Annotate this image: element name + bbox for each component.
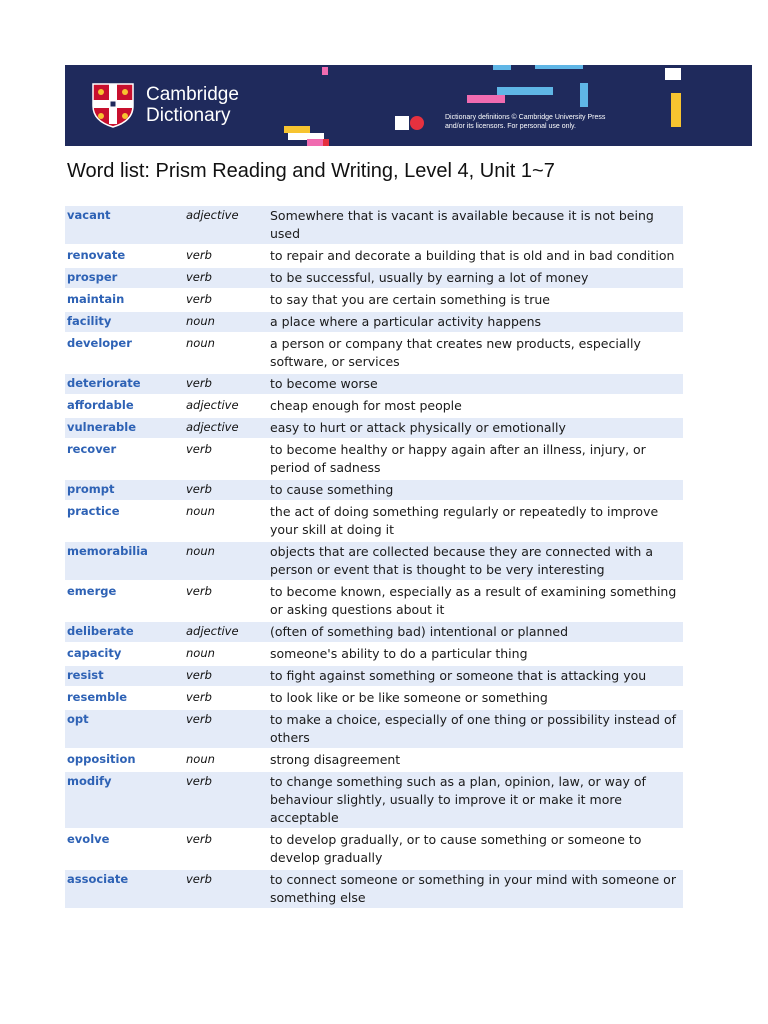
entry-definition: a person or company that creates new products, especially software, or services [268,334,683,374]
word-entry-row [65,772,683,830]
word-entry-row [65,480,683,502]
entry-word: maintain [65,290,184,312]
word-entry-row [65,246,683,268]
entry-definition: to make a choice, especially of one thing or possibility instead of others [268,710,683,750]
word-entry-row [65,582,683,622]
word-list-table [65,206,683,910]
entry-word: emerge [65,582,184,622]
word-list-body [65,206,683,910]
deco-block [497,87,553,95]
entry-word: resemble [65,688,184,710]
entry-part-of-speech: verb [184,688,268,710]
word-entry-row [65,710,683,750]
entry-word: deteriorate [65,374,184,396]
deco-block [322,67,328,75]
entry-definition: to repair and decorate a building that is old and in bad condition [268,246,683,268]
entry-definition: objects that are collected because they are connected with a person or event that is thought to be very interesting [268,542,683,582]
entry-part-of-speech: verb [184,374,268,396]
entry-definition: cheap enough for most people [268,396,683,418]
brand-line-1: Cambridge [146,84,239,105]
entry-definition: to become worse [268,374,683,396]
word-entry-row [65,268,683,290]
entry-definition: someone's ability to do a particular thing [268,644,683,666]
entry-word: practice [65,502,184,542]
deco-block [284,126,310,133]
word-entry-row [65,666,683,688]
word-entry-row [65,334,683,374]
word-entry-row [65,440,683,480]
entry-word: associate [65,870,184,910]
entry-word: modify [65,772,184,830]
entry-word: prompt [65,480,184,502]
copyright-notice [445,113,685,131]
deco-block [467,95,505,103]
word-entry-row [65,418,683,440]
entry-definition: (often of something bad) intentional or planned [268,622,683,644]
entry-definition: to become healthy or happy again after an illness, injury, or period of sadness [268,440,683,480]
entry-part-of-speech: noun [184,334,268,374]
word-entry-row [65,290,683,312]
entry-part-of-speech: adjective [184,206,268,246]
entry-definition: to look like or be like someone or something [268,688,683,710]
page-title: Word list: Prism Reading and Writing, Level 4, Unit 1~7 [67,160,555,182]
entry-word: deliberate [65,622,184,644]
deco-circle [410,116,424,130]
word-entry-row [65,542,683,582]
entry-word: renovate [65,246,184,268]
entry-word: vulnerable [65,418,184,440]
entry-part-of-speech: verb [184,710,268,750]
word-entry-row [65,644,683,666]
word-entry-row [65,688,683,710]
credit-line-1: Dictionary definitions © Cambridge University Press [445,114,606,121]
entry-part-of-speech: adjective [184,622,268,644]
entry-word: facility [65,312,184,334]
word-entry-row [65,396,683,418]
entry-part-of-speech: verb [184,440,268,480]
word-entry-row [65,206,683,246]
credit-line-2: and/or its licensors. For personal use only. [445,123,576,130]
deco-block [665,68,681,80]
word-entry-row [65,750,683,772]
entry-definition: to change something such as a plan, opinion, law, or way of behaviour slightly, usually to improve it or make it more acceptable [268,772,683,830]
entry-word: developer [65,334,184,374]
deco-block [323,139,329,146]
word-entry-row [65,374,683,396]
entry-word: capacity [65,644,184,666]
entry-definition: to become known, especially as a result of examining something or asking questions about it [268,582,683,622]
word-entry-row [65,312,683,334]
entry-part-of-speech: verb [184,290,268,312]
entry-definition: to develop gradually, or to cause something or someone to develop gradually [268,830,683,870]
cambridge-dictionary-banner [65,65,752,146]
entry-part-of-speech: verb [184,480,268,502]
deco-block [395,116,409,130]
entry-part-of-speech: verb [184,268,268,290]
entry-definition: easy to hurt or attack physically or emotionally [268,418,683,440]
brand-line-2: Dictionary [146,105,231,126]
entry-definition: strong disagreement [268,750,683,772]
entry-part-of-speech: verb [184,246,268,268]
entry-definition: the act of doing something regularly or repeatedly to improve your skill at doing it [268,502,683,542]
entry-definition: to connect someone or something in your mind with someone or something else [268,870,683,910]
entry-part-of-speech: noun [184,502,268,542]
entry-definition: to cause something [268,480,683,502]
cambridge-shield-logo-icon [91,82,135,128]
word-entry-row [65,870,683,910]
entry-definition: a place where a particular activity happens [268,312,683,334]
entry-part-of-speech: noun [184,312,268,334]
entry-word: vacant [65,206,184,246]
entry-definition: to fight against something or someone that is attacking you [268,666,683,688]
entry-definition: to say that you are certain something is true [268,290,683,312]
entry-word: resist [65,666,184,688]
brand-name [146,84,239,126]
entry-definition: Somewhere that is vacant is available because it is not being used [268,206,683,246]
entry-part-of-speech: verb [184,666,268,688]
entry-word: opposition [65,750,184,772]
entry-word: opt [65,710,184,750]
entry-part-of-speech: verb [184,582,268,622]
entry-part-of-speech: adjective [184,418,268,440]
entry-part-of-speech: noun [184,750,268,772]
entry-part-of-speech: noun [184,644,268,666]
entry-part-of-speech: verb [184,830,268,870]
entry-word: prosper [65,268,184,290]
entry-part-of-speech: verb [184,870,268,910]
entry-word: memorabilia [65,542,184,582]
word-entry-row [65,830,683,870]
entry-word: recover [65,440,184,480]
deco-block [580,83,588,107]
entry-definition: to be successful, usually by earning a lot of money [268,268,683,290]
deco-block [493,65,511,70]
word-entry-row [65,622,683,644]
entry-part-of-speech: noun [184,542,268,582]
word-entry-row [65,502,683,542]
entry-word: evolve [65,830,184,870]
entry-word: affordable [65,396,184,418]
entry-part-of-speech: adjective [184,396,268,418]
entry-part-of-speech: verb [184,772,268,830]
deco-block [535,65,583,69]
